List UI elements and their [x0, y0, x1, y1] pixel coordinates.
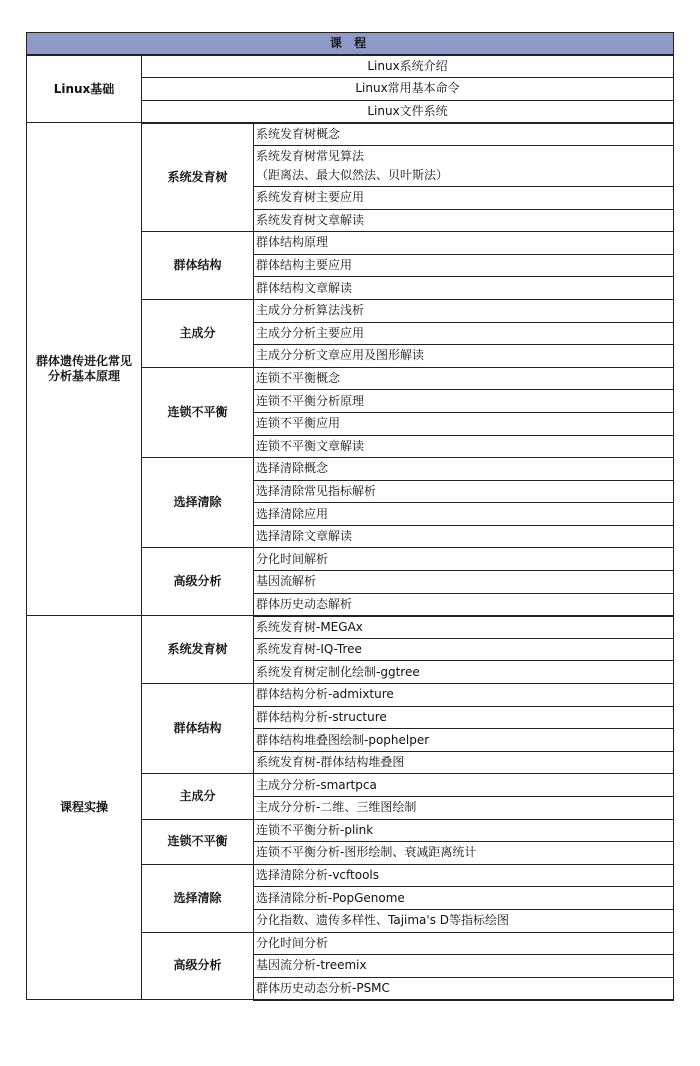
module-practice: 课程实操 — [27, 616, 142, 1000]
course-item: 选择清除应用 — [254, 503, 674, 526]
course-item: 系统发育树定制化绘制-ggtree — [254, 661, 674, 684]
course-item: 系统发育树概念 — [254, 123, 674, 146]
course-item: 分化时间分析 — [254, 932, 674, 955]
course-item: 连锁不平衡分析-图形绘制、衰减距离统计 — [254, 842, 674, 865]
course-item: 群体历史动态分析-PSMC — [254, 977, 674, 1000]
course-item: 主成分分析文章应用及图形解读 — [254, 345, 674, 368]
course-item: 群体结构分析-structure — [254, 706, 674, 729]
module-linux: Linux基础 — [27, 55, 142, 123]
course-item: 系统发育树主要应用 — [254, 186, 674, 209]
course-item: 系统发育树-IQ-Tree — [254, 638, 674, 661]
course-item: 分化时间解析 — [254, 548, 674, 571]
course-item: 连锁不平衡应用 — [254, 412, 674, 435]
linux-item: Linux系统介绍 — [142, 55, 674, 78]
topic-advanced-analysis-practice: 高级分析 — [142, 932, 254, 1000]
course-item: 系统发育树-MEGAx — [254, 616, 674, 639]
linux-item: Linux常用基本命令 — [142, 78, 674, 101]
course-item: 群体结构原理 — [254, 232, 674, 255]
topic-phylogeny: 系统发育树 — [142, 123, 254, 232]
topic-pca: 主成分 — [142, 299, 254, 367]
course-item: 分化指数、遗传多样性、Tajima's D等指标绘图 — [254, 909, 674, 932]
course-item: 系统发育树-群体结构堆叠图 — [254, 751, 674, 774]
course-item — [254, 145, 674, 186]
table-row — [27, 616, 674, 639]
course-item: 连锁不平衡文章解读 — [254, 435, 674, 458]
course-item: 连锁不平衡分析-plink — [254, 819, 674, 842]
module-theory: 群体遗传进化常见分析基本原理 — [27, 123, 142, 616]
course-item: 选择清除文章解读 — [254, 525, 674, 548]
linux-item: Linux文件系统 — [142, 100, 674, 123]
course-item: 群体历史动态解析 — [254, 593, 674, 616]
topic-linkage-disequilibrium-practice: 连锁不平衡 — [142, 819, 254, 864]
topic-linkage-disequilibrium: 连锁不平衡 — [142, 367, 254, 457]
table-row — [27, 123, 674, 146]
course-item: 主成分分析主要应用 — [254, 322, 674, 345]
course-item-line: （距离法、最大似然法、贝叶斯法） — [256, 167, 449, 182]
course-item: 群体结构堆叠图绘制-pophelper — [254, 729, 674, 752]
topic-advanced-analysis: 高级分析 — [142, 548, 254, 616]
topic-pca-practice: 主成分 — [142, 774, 254, 819]
course-item: 群体结构文章解读 — [254, 277, 674, 300]
course-item: 群体结构分析-admixture — [254, 684, 674, 707]
topic-selective-sweep-practice: 选择清除 — [142, 864, 254, 932]
course-item-line: 系统发育树常见算法 — [256, 148, 365, 163]
course-item: 基因流分析-treemix — [254, 955, 674, 978]
course-item: 选择清除常见指标解析 — [254, 480, 674, 503]
course-table — [26, 32, 674, 1001]
course-item: 主成分分析-smartpca — [254, 774, 674, 797]
course-item: 主成分分析-二维、三维图绘制 — [254, 797, 674, 820]
topic-selective-sweep: 选择清除 — [142, 458, 254, 548]
table-header: 课 程 — [27, 33, 674, 56]
topic-phylogeny-practice: 系统发育树 — [142, 616, 254, 684]
course-item: 基因流解析 — [254, 571, 674, 594]
course-item: 连锁不平衡概念 — [254, 367, 674, 390]
table-row — [27, 55, 674, 78]
topic-population-structure-practice: 群体结构 — [142, 684, 254, 774]
course-item: 选择清除分析-PopGenome — [254, 887, 674, 910]
course-item: 选择清除概念 — [254, 458, 674, 481]
topic-population-structure: 群体结构 — [142, 232, 254, 300]
course-item: 主成分分析算法浅析 — [254, 299, 674, 322]
course-item: 系统发育树文章解读 — [254, 209, 674, 232]
course-item: 选择清除分析-vcftools — [254, 864, 674, 887]
header-row — [27, 33, 674, 56]
course-item: 连锁不平衡分析原理 — [254, 390, 674, 413]
course-item: 群体结构主要应用 — [254, 254, 674, 277]
